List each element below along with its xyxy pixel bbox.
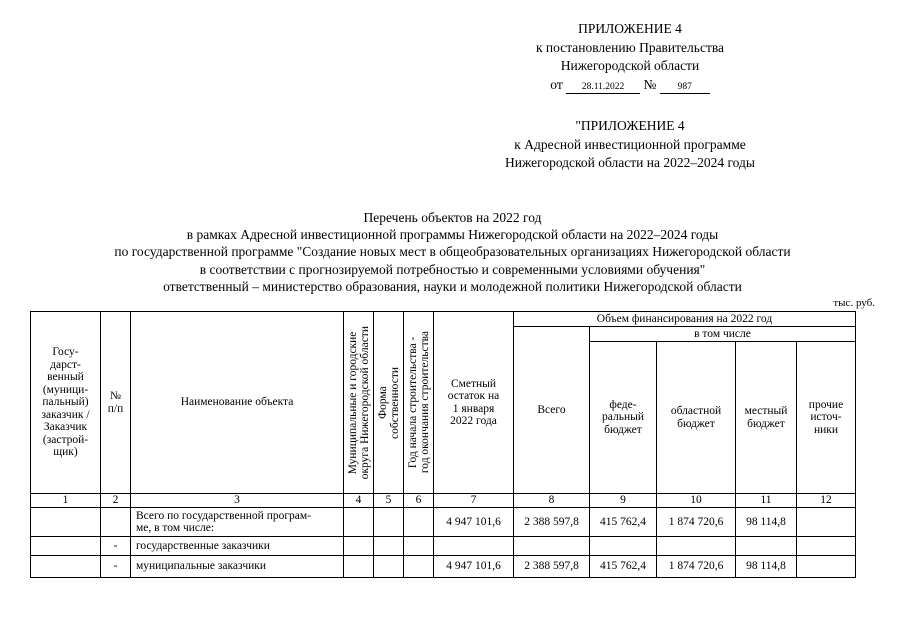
cell-municipality [344,537,374,556]
appendix-ref-line: к постановлению Правительства [535,39,725,55]
cell-object-name: муниципальные заказчики [131,556,344,578]
col-num: 4 [344,494,374,508]
number-sign: № [643,76,657,92]
cell-municipality [344,556,374,578]
col-num: 12 [797,494,856,508]
title-line-2: в рамках Адресной инвестиционной программы Нижегородской области на 2022–2024 годы [186,227,719,243]
header-local: местный бюджет [736,342,797,494]
header-row-1 [31,312,856,327]
cell-regional: 1 874 720,6 [657,556,736,578]
cell-ownership [374,537,404,556]
cell-customer [31,537,101,556]
cell-other [797,556,856,578]
appendix-title: ПРИЛОЖЕНИЕ 4 [578,21,682,36]
table-row-total [31,508,856,537]
cell-number [101,508,131,537]
col-num: 1 [31,494,101,508]
cell-object-name: Всего по государственной програм- ме, в том числе: [131,508,344,537]
col-num: 11 [736,494,797,508]
appendix-header [480,20,780,94]
document-title [0,209,905,295]
title-line-3: по государственной программе "Создание новых мест в общеобразовательных организациях Нижегородской области [114,244,791,260]
cell-federal: 415 762,4 [590,556,657,578]
cell-estimate [434,537,514,556]
cell-municipality [344,508,374,537]
cell-regional [657,537,736,556]
cell-total: 2 388 597,8 [514,508,590,537]
cell-ownership [374,508,404,537]
header-ownership [374,312,404,494]
cell-local: 98 114,8 [736,556,797,578]
title-line-5: ответственный – министерство образования, науки и молодежной политики Нижегородской области [163,278,742,294]
program-ref-line: к Адресной инвестиционной программе [514,136,746,152]
objects-table [30,311,856,578]
cell-other [797,508,856,537]
title-line-4: в соответствии с прогнозируемой потребностью и современными условиями обучения" [199,261,706,277]
header-ownership-text: Форма собственности [376,366,401,439]
header-years-text: Год начала строительства - год окончания строительства [406,331,431,474]
cell-number: - [101,556,131,578]
cell-number: - [101,537,131,556]
appendix-region-line: Нижегородской области [560,58,700,73]
cell-years [404,508,434,537]
header-municipality-text: Муниципальные и городские округа Нижегородской области [346,325,371,480]
cell-other [797,537,856,556]
col-num: 8 [514,494,590,508]
cell-customer [31,556,101,578]
header-estimate: Сметный остаток на 1 января 2022 года [434,312,514,494]
header-object-name: Наименование объекта [131,312,344,494]
header-number: № п/п [101,312,131,494]
header-years [404,312,434,494]
table-row-state [31,537,856,556]
header-total: Всего [514,327,590,494]
cell-years [404,537,434,556]
column-numbers-row [31,494,856,508]
col-num: 2 [101,494,131,508]
header-customer: Госу- дарст- венный (муници- пальный) заказчик / Заказчик (застрой- щик) [31,312,101,494]
cell-total [514,537,590,556]
col-num: 7 [434,494,514,508]
cell-federal: 415 762,4 [590,508,657,537]
date-prefix: от [550,76,563,92]
program-header [430,117,830,173]
cell-estimate: 4 947 101,6 [434,508,514,537]
cell-local: 98 114,8 [736,508,797,537]
header-regional: областной бюджет [657,342,736,494]
cell-object-name: государственные заказчики [131,537,344,556]
resolution-number: 987 [660,81,710,94]
col-num: 3 [131,494,344,508]
table-row-municipal [31,556,856,578]
cell-ownership [374,556,404,578]
col-num: 9 [590,494,657,508]
header-funding-group: Объем финансирования на 2022 год [514,312,856,327]
title-line-1: Перечень объектов на 2022 год [363,210,542,225]
header-other: прочие источ- ники [797,342,856,494]
units-label: тыс. руб. [833,297,875,309]
resolution-date: 28.11.2022 [566,81,640,94]
cell-years [404,556,434,578]
cell-local [736,537,797,556]
program-appendix-title: "ПРИЛОЖЕНИЕ 4 [575,118,685,133]
cell-federal [590,537,657,556]
header-municipality [344,312,374,494]
header-including: в том числе [590,327,856,342]
cell-customer [31,508,101,537]
cell-total: 2 388 597,8 [514,556,590,578]
cell-estimate: 4 947 101,6 [434,556,514,578]
header-federal: феде- ральный бюджет [590,342,657,494]
appendix-date-line [480,76,780,95]
col-num: 10 [657,494,736,508]
program-period-line: Нижегородской области на 2022–2024 годы [505,155,755,170]
col-num: 6 [404,494,434,508]
cell-regional: 1 874 720,6 [657,508,736,537]
col-num: 5 [374,494,404,508]
